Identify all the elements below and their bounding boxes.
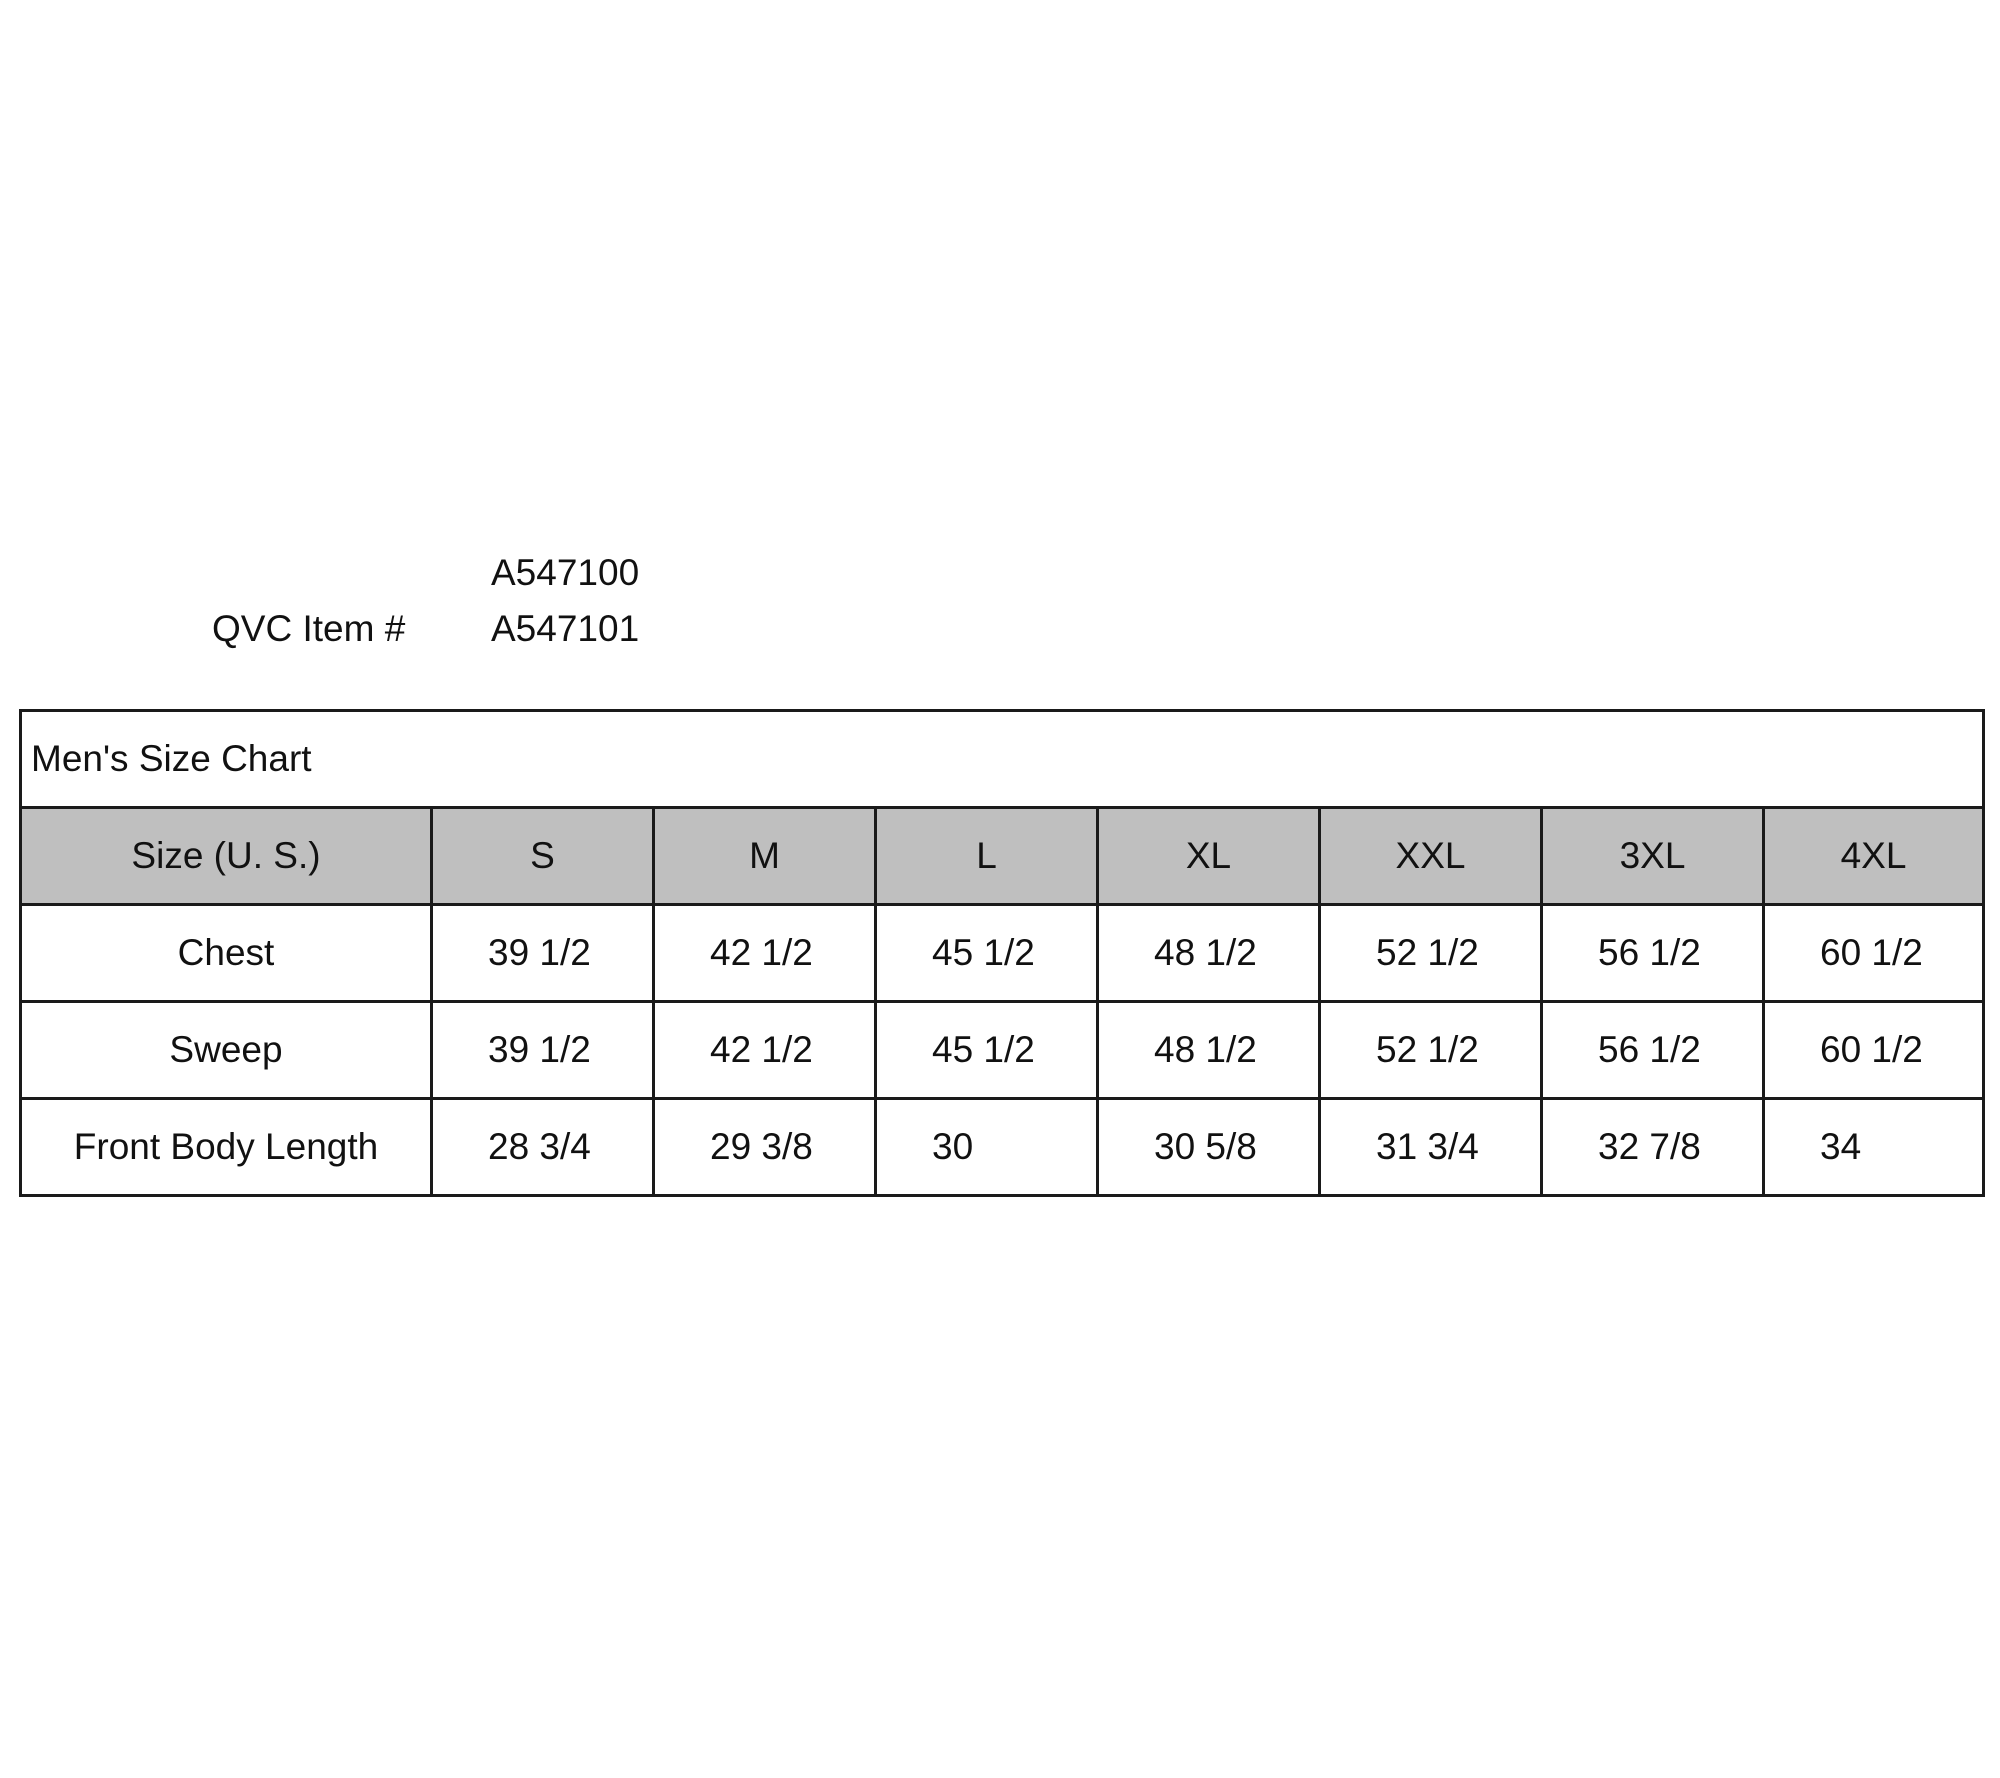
size-chart-table: [19, 709, 1985, 1197]
table-cell: 34: [1764, 1099, 1984, 1196]
header-size: XL: [1098, 808, 1320, 905]
table-cell: 52 1/2: [1320, 905, 1542, 1002]
table-cell: 42 1/2: [654, 905, 876, 1002]
table-title-row: [21, 711, 1984, 808]
header-size: 4XL: [1764, 808, 1984, 905]
table-cell: 60 1/2: [1764, 1002, 1984, 1099]
header-size: L: [876, 808, 1098, 905]
item-number-label: QVC Item #: [212, 608, 406, 649]
header-size-label: Size (U. S.): [21, 808, 432, 905]
table-cell: 42 1/2: [654, 1002, 876, 1099]
item-number-value: A547101: [491, 608, 640, 649]
table-cell: 39 1/2: [432, 1002, 654, 1099]
table-cell: 30: [876, 1099, 1098, 1196]
header-size: M: [654, 808, 876, 905]
item-number-block: [0, 545, 700, 665]
table-cell: 48 1/2: [1098, 905, 1320, 1002]
table-row: [21, 1099, 1984, 1196]
table-row: [21, 1002, 1984, 1099]
table-cell: 60 1/2: [1764, 905, 1984, 1002]
table-cell: 29 3/8: [654, 1099, 876, 1196]
table-cell: 32 7/8: [1542, 1099, 1764, 1196]
table-cell: 56 1/2: [1542, 905, 1764, 1002]
table-cell: 48 1/2: [1098, 1002, 1320, 1099]
table-cell: 31 3/4: [1320, 1099, 1542, 1196]
table-cell: 45 1/2: [876, 1002, 1098, 1099]
row-label: Sweep: [21, 1002, 432, 1099]
header-size: S: [432, 808, 654, 905]
header-size: XXL: [1320, 808, 1542, 905]
table-cell: 39 1/2: [432, 905, 654, 1002]
row-label: Chest: [21, 905, 432, 1002]
table-cell: 30 5/8: [1098, 1099, 1320, 1196]
table-row: [21, 905, 1984, 1002]
table-cell: 56 1/2: [1542, 1002, 1764, 1099]
table-header-row: [21, 808, 1984, 905]
table-cell: 28 3/4: [432, 1099, 654, 1196]
row-label: Front Body Length: [21, 1099, 432, 1196]
table-cell: 45 1/2: [876, 905, 1098, 1002]
header-size: 3XL: [1542, 808, 1764, 905]
item-number-value: A547100: [491, 552, 640, 593]
table-title: Men's Size Chart: [21, 711, 1984, 808]
table-cell: 52 1/2: [1320, 1002, 1542, 1099]
